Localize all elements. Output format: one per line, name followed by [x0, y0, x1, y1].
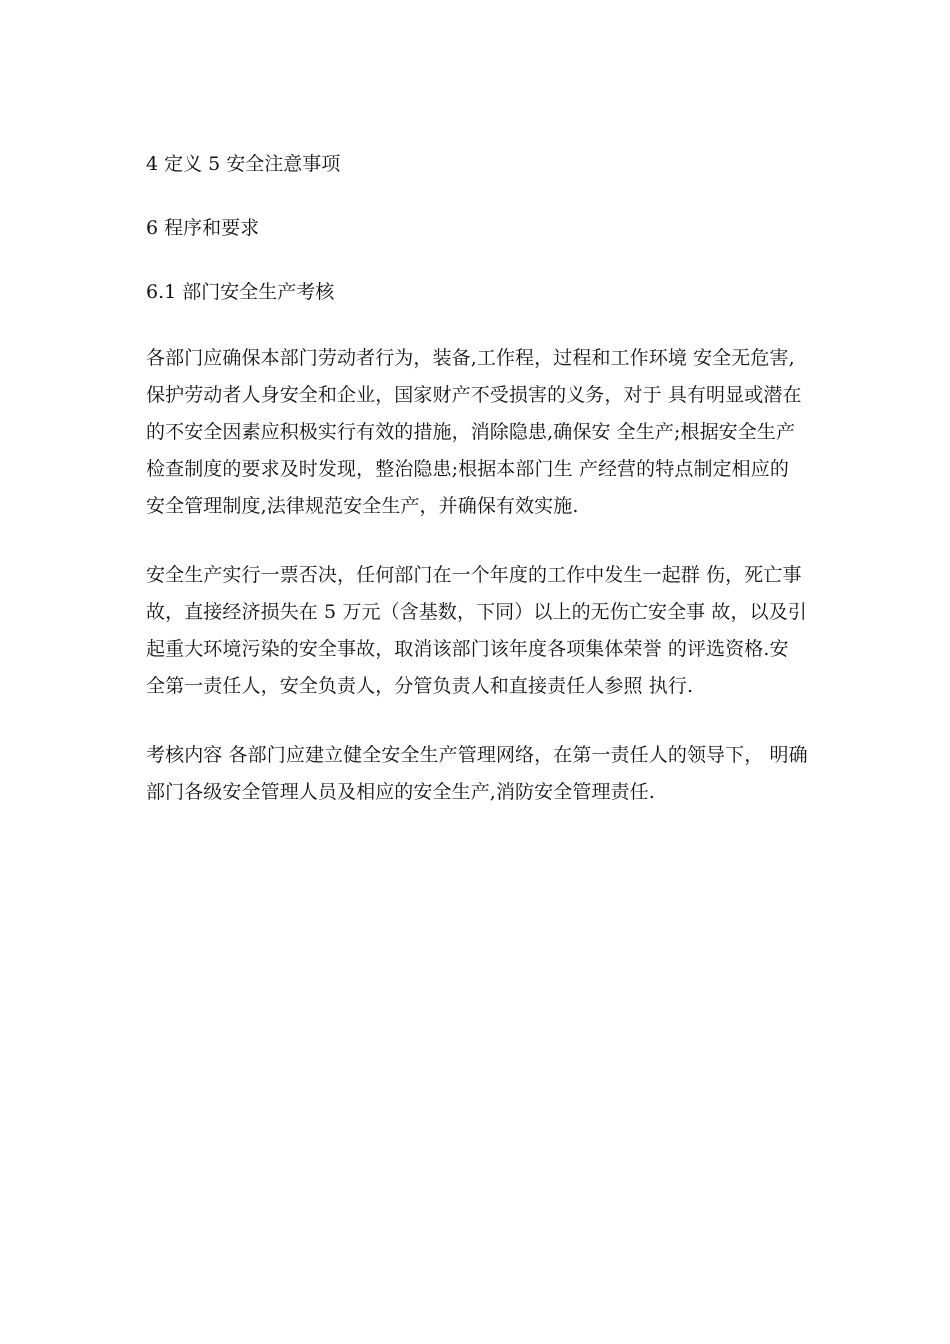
paragraph-department-responsibilities — [146, 340, 854, 525]
paragraph-line: 保护劳动者人身安全和企业，国家财产不受损害的义务，对于 具有明显或潜在 — [146, 384, 802, 406]
heading-procedures-requirements: 6 程序和要求 — [146, 217, 260, 239]
heading-definitions-safety-notes: 4 定义 5 安全注意事项 — [146, 153, 341, 175]
paragraph-line: 各部门应确保本部门劳动者行为，装备,工作程，过程和工作环境 安全无危害, — [146, 347, 795, 369]
paragraph-assessment-content — [146, 737, 854, 811]
paragraph-line: 检查制度的要求及时发现，整治隐患;根据本部门生 产经营的特点制定相应的 — [146, 458, 789, 480]
heading-department-safety-assessment: 6.1 部门安全生产考核 — [146, 281, 335, 303]
paragraph-line: 考核内容 各部门应建立健全安全生产管理网络，在第一责任人的领导下， 明确 — [146, 744, 808, 766]
paragraph-line: 全第一责任人，安全负责人，分管负责人和直接责任人参照 执行. — [146, 675, 694, 697]
paragraph-line: 安全管理制度,法律规范安全生产，并确保有效实施. — [146, 495, 579, 517]
paragraph-line: 的不安全因素应积极实行有效的措施，消除隐患,确保安 全生产;根据安全生产 — [146, 421, 796, 443]
document-body — [146, 148, 854, 843]
paragraph-line: 安全生产实行一票否决，任何部门在一个年度的工作中发生一起群 伤，死亡事 — [146, 564, 802, 586]
paragraph-one-vote-veto — [146, 557, 854, 705]
paragraph-line: 故，直接经济损失在 5 万元（含基数，下同）以上的无伤亡安全事 故，以及引 — [146, 601, 807, 623]
paragraph-line: 起重大环境污染的安全事故，取消该部门该年度各项集体荣誉 的评选资格.安 — [146, 638, 789, 660]
paragraph-line: 部门各级安全管理人员及相应的安全生产,消防安全管理责任. — [146, 781, 655, 803]
